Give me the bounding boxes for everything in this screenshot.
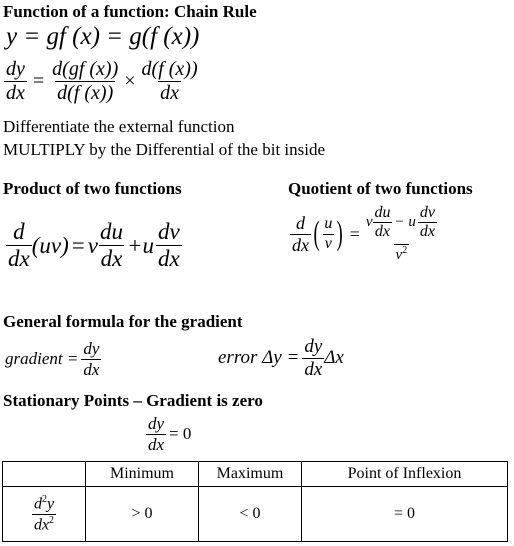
stationary-condition [146,414,191,454]
dy-dx-fraction: $\frac{dy}{dx}$ [6,58,25,104]
gradient-formula [5,339,101,379]
equals-zero: = 0 [169,424,192,444]
gradient-heading: General formula for the gradient [3,312,243,331]
chain-rule-equation-2 [4,58,200,105]
plus-u-term: +u [126,232,154,258]
times-sign: × [124,70,136,92]
inner-derivative-fraction: $\frac{d(f (x))}{dx}$ [141,58,198,104]
equals-sign: = [71,232,85,258]
quotient-main-fraction [364,204,439,264]
d-dx-operator: $\frac{d}{dx}$ [292,212,309,255]
dy-dx-fraction: $\frac{dy}{dx}$ [304,336,323,380]
dv-dx-fraction: $\frac{dv}{dx}$ [157,219,180,272]
table-header-cell: Point of Inflexion [302,462,508,487]
maximum-condition-cell: < 0 [199,487,302,542]
du-dx-fraction: $\frac{du}{dx}$ [374,204,391,241]
v-squared-denominator: $v^2$ [395,244,408,263]
quotient-rule-equation: $\frac{d}{dx}$ ( $\frac{u}{v}$ ) = v $\frac{du}{dx}$ − u $\frac{dv}{dx}$ $v^2$ [290,204,439,264]
numerator-v: v [365,214,373,231]
table-header-cell: Maximum [199,462,302,487]
chain-rule-note-1: Differentiate the external function [3,117,235,136]
product-rule-equation [6,219,182,273]
second-derivative-fraction: $\frac{d^2y}{dx^2}$ [33,493,55,533]
equals-sign: = [32,70,45,92]
table-header-cell: Minimum [86,462,199,487]
minimum-condition-cell: > 0 [86,487,199,542]
chain-rule-heading: Function of a function: Chain Rule [3,2,257,21]
v-term: v [87,232,98,258]
product-rule-heading: Product of two functions [3,179,182,198]
minus-u-term: − u [394,214,416,231]
du-dx-fraction: $\frac{du}{dx}$ [99,219,123,272]
stationary-points-table [2,461,508,542]
table-header-row [3,462,508,487]
dy-dx-fraction: $\frac{dy}{dx}$ [83,339,100,379]
d-dx-operator: $\frac{d}{dx}$ [8,219,30,272]
u-over-v-fraction: $\frac{u}{v}$ [324,215,333,252]
gradient-label: gradient = [5,349,79,369]
dy-dx-fraction: $\frac{dy}{dx}$ [148,414,165,454]
chain-rule-equation-1: y = gf (x) = g(f (x)) [6,23,200,50]
dv-dx-fraction: $\frac{dv}{dx}$ [419,204,435,241]
stationary-points-heading: Stationary Points – Gradient is zero [3,391,263,410]
table-header-cell [3,462,86,487]
equals-sign: = [349,223,360,244]
inflexion-condition-cell: = 0 [302,487,508,542]
delta-x-term: Δx [324,347,344,369]
second-derivative-cell [3,487,86,542]
uv-term: (uv) [31,232,69,258]
table-row [3,487,508,542]
quotient-rule-heading: Quotient of two functions [288,179,473,198]
error-label: error Δy = [218,347,300,369]
error-formula [218,336,344,381]
chain-rule-note-2: MULTIPLY by the Differential of the bit inside [3,140,326,159]
outer-derivative-fraction: $\frac{d(gf (x))}{d(f (x))}$ [52,58,119,104]
